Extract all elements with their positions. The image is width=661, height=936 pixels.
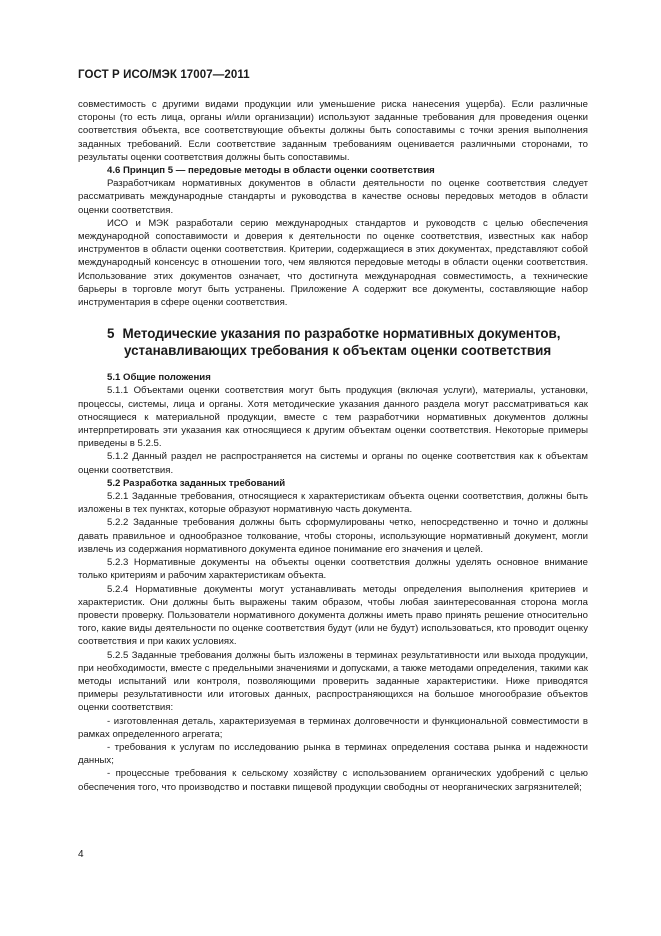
section-title-line-2: устанавливающих требования к объектам оценки соответствия [124, 342, 552, 358]
page-number: 4 [78, 849, 84, 860]
section-title-line-1: Методические указания по разработке нормативных документов, [122, 326, 561, 342]
list-item: - требования к услугам по исследованию рынка в терминах определения состава рынка и надежности данных; [78, 741, 588, 767]
document-header: ГОСТ Р ИСО/МЭК 17007—2011 [78, 69, 250, 81]
subsection-heading-5-1: 5.1 Общие положения [107, 372, 211, 384]
document-body [78, 98, 588, 794]
list-item: - процессные требования к сельскому хозяйству с использованием органических удобрений с целью обеспечения того, что производство и поставки пищевой продукции свободны от неорганических загрязнителей; [78, 768, 588, 793]
clause-5-1-1: 5.1.1 Объектами оценки соответствия могут быть продукция (включая услуги), материалы, установки, процессы, системы, лица и органы. Хотя методические указания данного раздела могут рассматриваться как относящиеся к материальной продукции, вместе с тем разработчики нормативных документов должны интерпретировать эти указания как относящиеся к другим объектам оценки соответствия. Некоторые примеры приведены в 5.2.5. [78, 385, 588, 450]
clause-5-2-5: 5.2.5 Заданные требования должны быть изложены в терминах результативности или выхода продукции, при необходимости, вместе с предельными значениями и допусками, а также методами определения, такими как методы испытаний или контроля, позволяющими проверить заданные характеристики. Ниже приводятся примеры результативности или итоговых данных, распространяющихся на большое многообразие объектов оценки соответствия: [78, 649, 588, 714]
section-heading-5 [78, 326, 588, 359]
subsection-heading-4-6: 4.6 Принцип 5 — передовые методы в области оценки соответствия [107, 165, 435, 177]
section-number: 5 [107, 326, 115, 342]
paragraph: Разработчикам нормативных документов в области деятельности по оценке соответствия следует рассматривать международные стандарты и руководства в качестве основы передовых методов в области оценки соответствия. [78, 178, 588, 216]
paragraph-continuation: совместимость с другими видами продукции или уменьшение риска нанесения ущерба). Если различные стороны (то есть лица, органы и/или организации) используют заданные требования для проведения оценки соответствия объекта, все соответствующие объекты должны быть сопоставимы с точки зрения выполнения заданных требований. Если соответствие заданным требованиям оценивается различными сторонами, то результаты оценки соответствия должны быть сопоставимы. [78, 99, 588, 163]
clause-5-2-1: 5.2.1 Заданные требования, относящиеся к характеристикам объекта оценки соответствия, должны быть изложены в тех пунктах, которые образуют нормативную часть документа. [78, 491, 588, 516]
clause-5-2-3: 5.2.3 Нормативные документы на объекты оценки соответствия должны уделять основное внимание только критериям и рабочим характеристикам объекта. [78, 557, 588, 582]
clause-5-1-2: 5.1.2 Данный раздел не распространяется на системы и органы по оценке соответствия как к объектам оценки соответствия. [78, 451, 588, 476]
clause-5-2-2: 5.2.2 Заданные требования должны быть сформулированы четко, непосредственно и точно и должны давать правильное и однообразное толкование, чтобы стороны, использующие нормативный документ, могли извлечь из содержания нормативного документа единое понимание его значения и целей. [78, 517, 588, 555]
subsection-heading-5-2: 5.2 Разработка заданных требований [107, 477, 286, 489]
list-item: - изготовленная деталь, характеризуемая в терминах долговечности и функциональной совместимости в рамках определенного агрегата; [78, 715, 588, 740]
paragraph: ИСО и МЭК разработали серию международных стандартов и руководств с целью обеспечения международной сопоставимости и доверия к деятельности по оценке соответствия, известных как набор инструментов в области оценки соответствия. Критерии, содержащиеся в этих документах, представляют собой международный консенсус в отношении того, чем являются передовые методы в области оценки соответствия. Использование этих документов означает, что достигнута международная совместимость, а технические барьеры в торговле могут быть устранены. Приложение А содержит все документы, составляющие набор инструментария в сфере оценки соответствия. [78, 217, 588, 309]
clause-5-2-4: 5.2.4 Нормативные документы могут устанавливать методы определения выполнения критериев и характеристик. Они должны быть выражены таким образом, чтобы любая заинтересованная сторона могла провести проверку. Пользователи нормативного документа должны иметь право принять решение относительно того, какие виды деятельности по оценке соответствия будут (или не будут) использоваться, кто проводит оценку соответствия и при каких условиях. [78, 583, 588, 648]
